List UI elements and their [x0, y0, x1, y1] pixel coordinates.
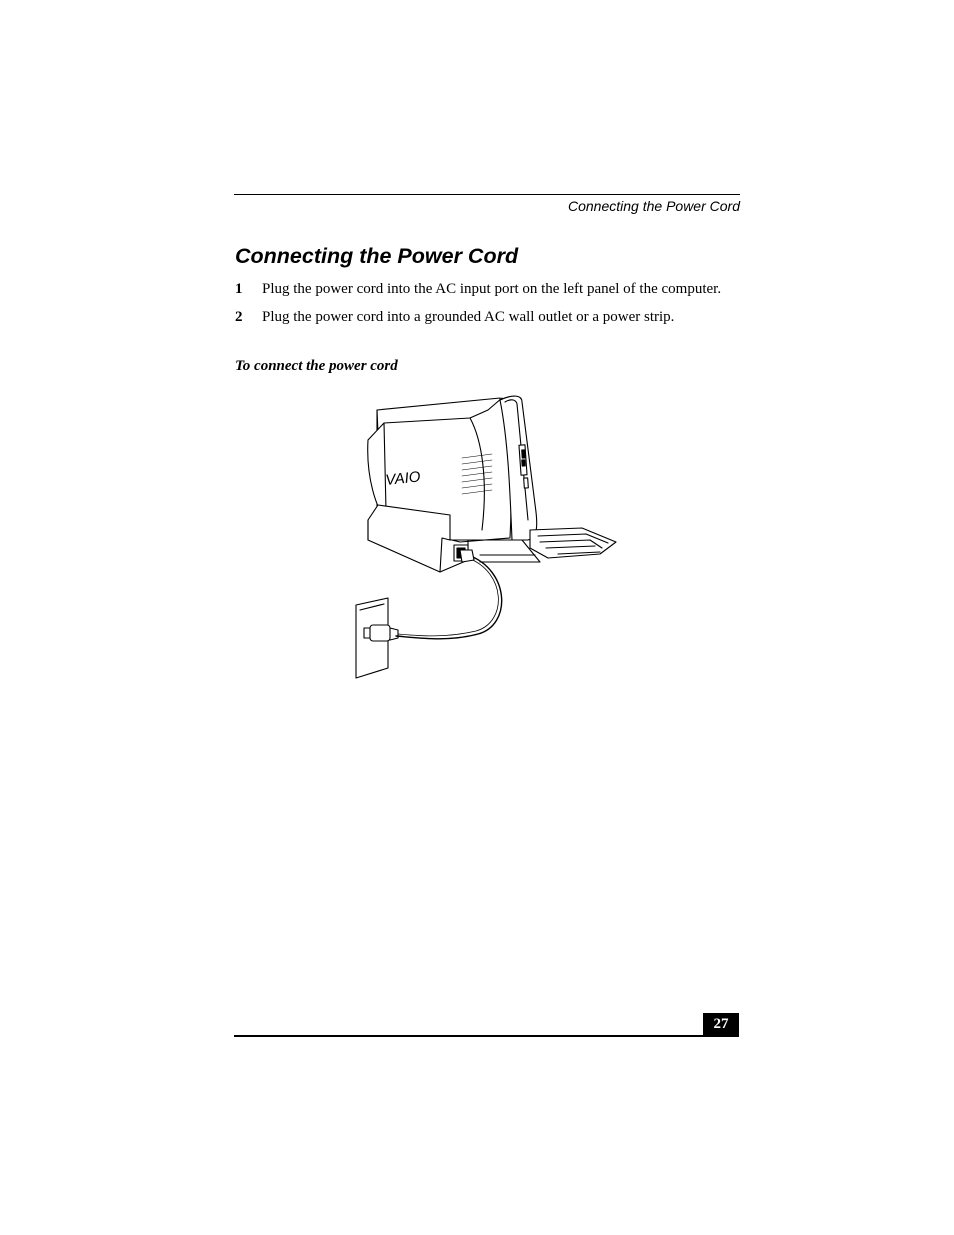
step-text: Plug the power cord into a grounded AC wall outlet or a power strip. — [262, 309, 675, 325]
page-number: 27 — [703, 1013, 739, 1036]
section-title: Connecting the Power Cord — [235, 244, 519, 268]
step-text: Plug the power cord into the AC input port on the left panel of the computer. — [262, 281, 722, 297]
step-number: 2 — [235, 309, 243, 325]
power-cord — [396, 550, 502, 639]
footer-rule — [234, 1035, 739, 1037]
figure-caption: To connect the power cord — [235, 358, 398, 374]
header-rule — [234, 194, 740, 195]
step-number: 1 — [235, 281, 243, 297]
power-cord-illustration — [350, 390, 622, 682]
vaio-logo: VAIO — [384, 468, 422, 489]
running-header: Connecting the Power Cord — [568, 198, 740, 214]
keyboard — [530, 528, 616, 558]
